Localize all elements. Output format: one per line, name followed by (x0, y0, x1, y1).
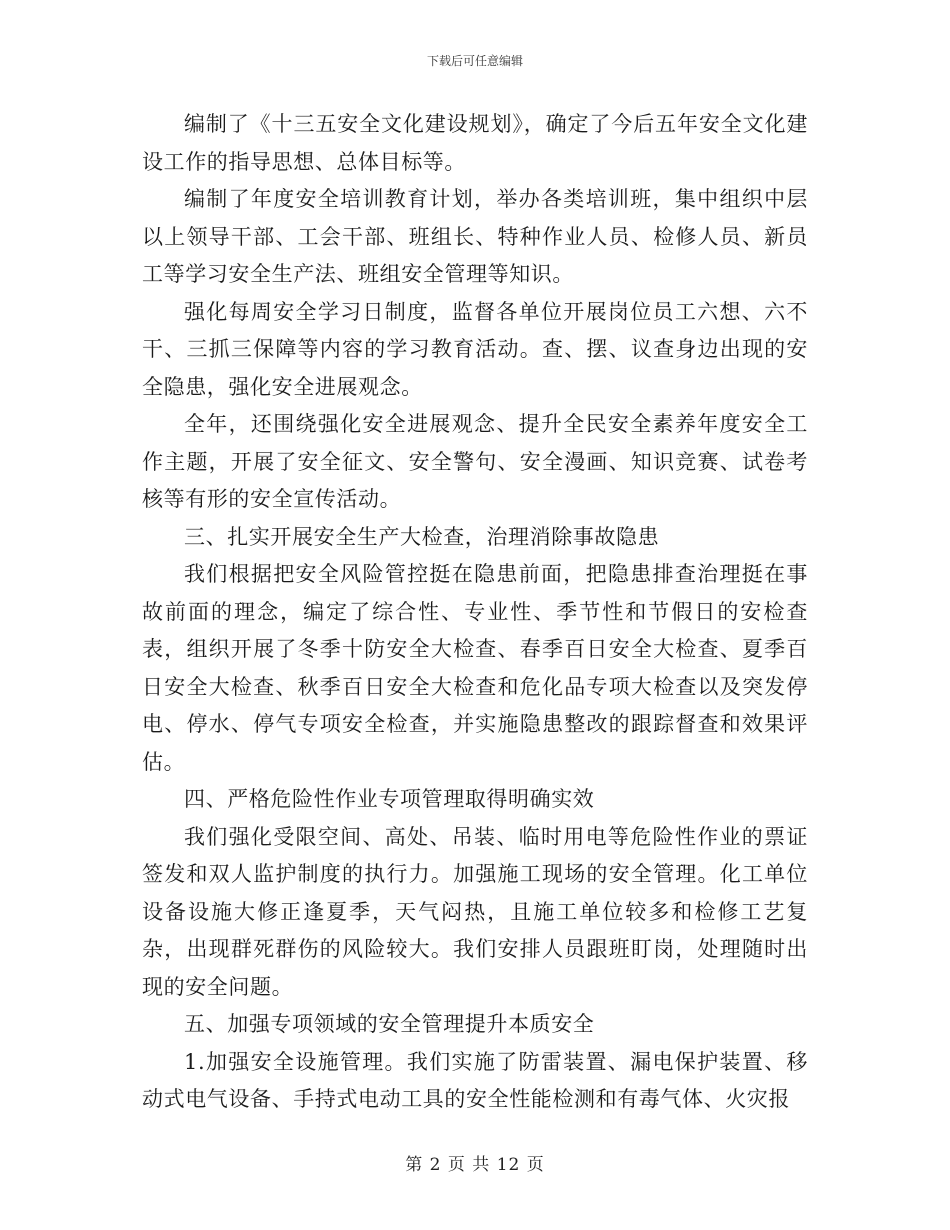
paragraph-culture-plan: 编制了《十三五安全文化建设规划》，确定了今后五年安全文化建设工作的指导思想、总体目标等。 (142, 112, 808, 174)
paragraph-hazardous-work: 我们强化受限空间、高处、吊装、临时用电等危险性作业的票证签发和双人监护制度的执行力。加强施工现场的安全管理。化工单位设备设施大修正逢夏季，天气闷热，且施工单位较多和检修工艺复杂，出现群死群伤的风险较大。我们安排人员跟班盯岗，处理随时出现的安全问题。 (142, 824, 808, 999)
paragraph-annual-activities: 全年，还围绕强化安全进展观念、提升全民安全素养年度安全工作主题，开展了安全征文、安全警句、安全漫画、知识竞赛、试卷考核等有形的安全宣传活动。 (142, 412, 808, 511)
document-body (142, 106, 808, 1119)
page-number-footer: 第 2 页 共 12 页 (405, 1155, 545, 1175)
paragraph-weekly-study: 强化每周安全学习日制度，监督各单位开展岗位员工六想、六不干、三抓三保障等内容的学习教育活动。查、摆、议查身边出现的安全隐患，强化安全进展观念。 (142, 299, 808, 399)
section-heading-3: 三、扎实开展安全生产大检查，治理消除事故隐患 (184, 524, 660, 549)
paragraph-inspections: 我们根据把安全风险管控挺在隐患前面，把隐患排查治理挺在事故前面的理念，编定了综合性、专业性、季节性和节假日的安检查表，组织开展了冬季十防安全大检查、春季百日安全大检查、夏季百日安全大检查、秋季百日安全大检查和危化品专项大检查以及突发停电、停水、停气专项安全检查，并实施隐患整改的跟踪督查和效果评估。 (142, 562, 808, 774)
paragraph-training-plan: 编制了年度安全培训教育计划，举办各类培训班，集中组织中层以上领导干部、工会干部、班组长、特种作业人员、检修人员、新员工等学习安全生产法、班组安全管理等知识。 (142, 187, 808, 286)
section-heading-4: 四、严格危险性作业专项管理取得明确实效 (184, 787, 595, 811)
page-header-note: 下载后可任意编辑 (426, 54, 523, 68)
section-heading-5: 五、加强专项领域的安全管理提升本质安全 (184, 1012, 595, 1036)
paragraph-safety-facilities: 1.加强安全设施管理。我们实施了防雷装置、漏电保护装置、移动式电气设备、手持式电动工具的安全性能检测和有毒气体、火灾报 (142, 1049, 808, 1111)
